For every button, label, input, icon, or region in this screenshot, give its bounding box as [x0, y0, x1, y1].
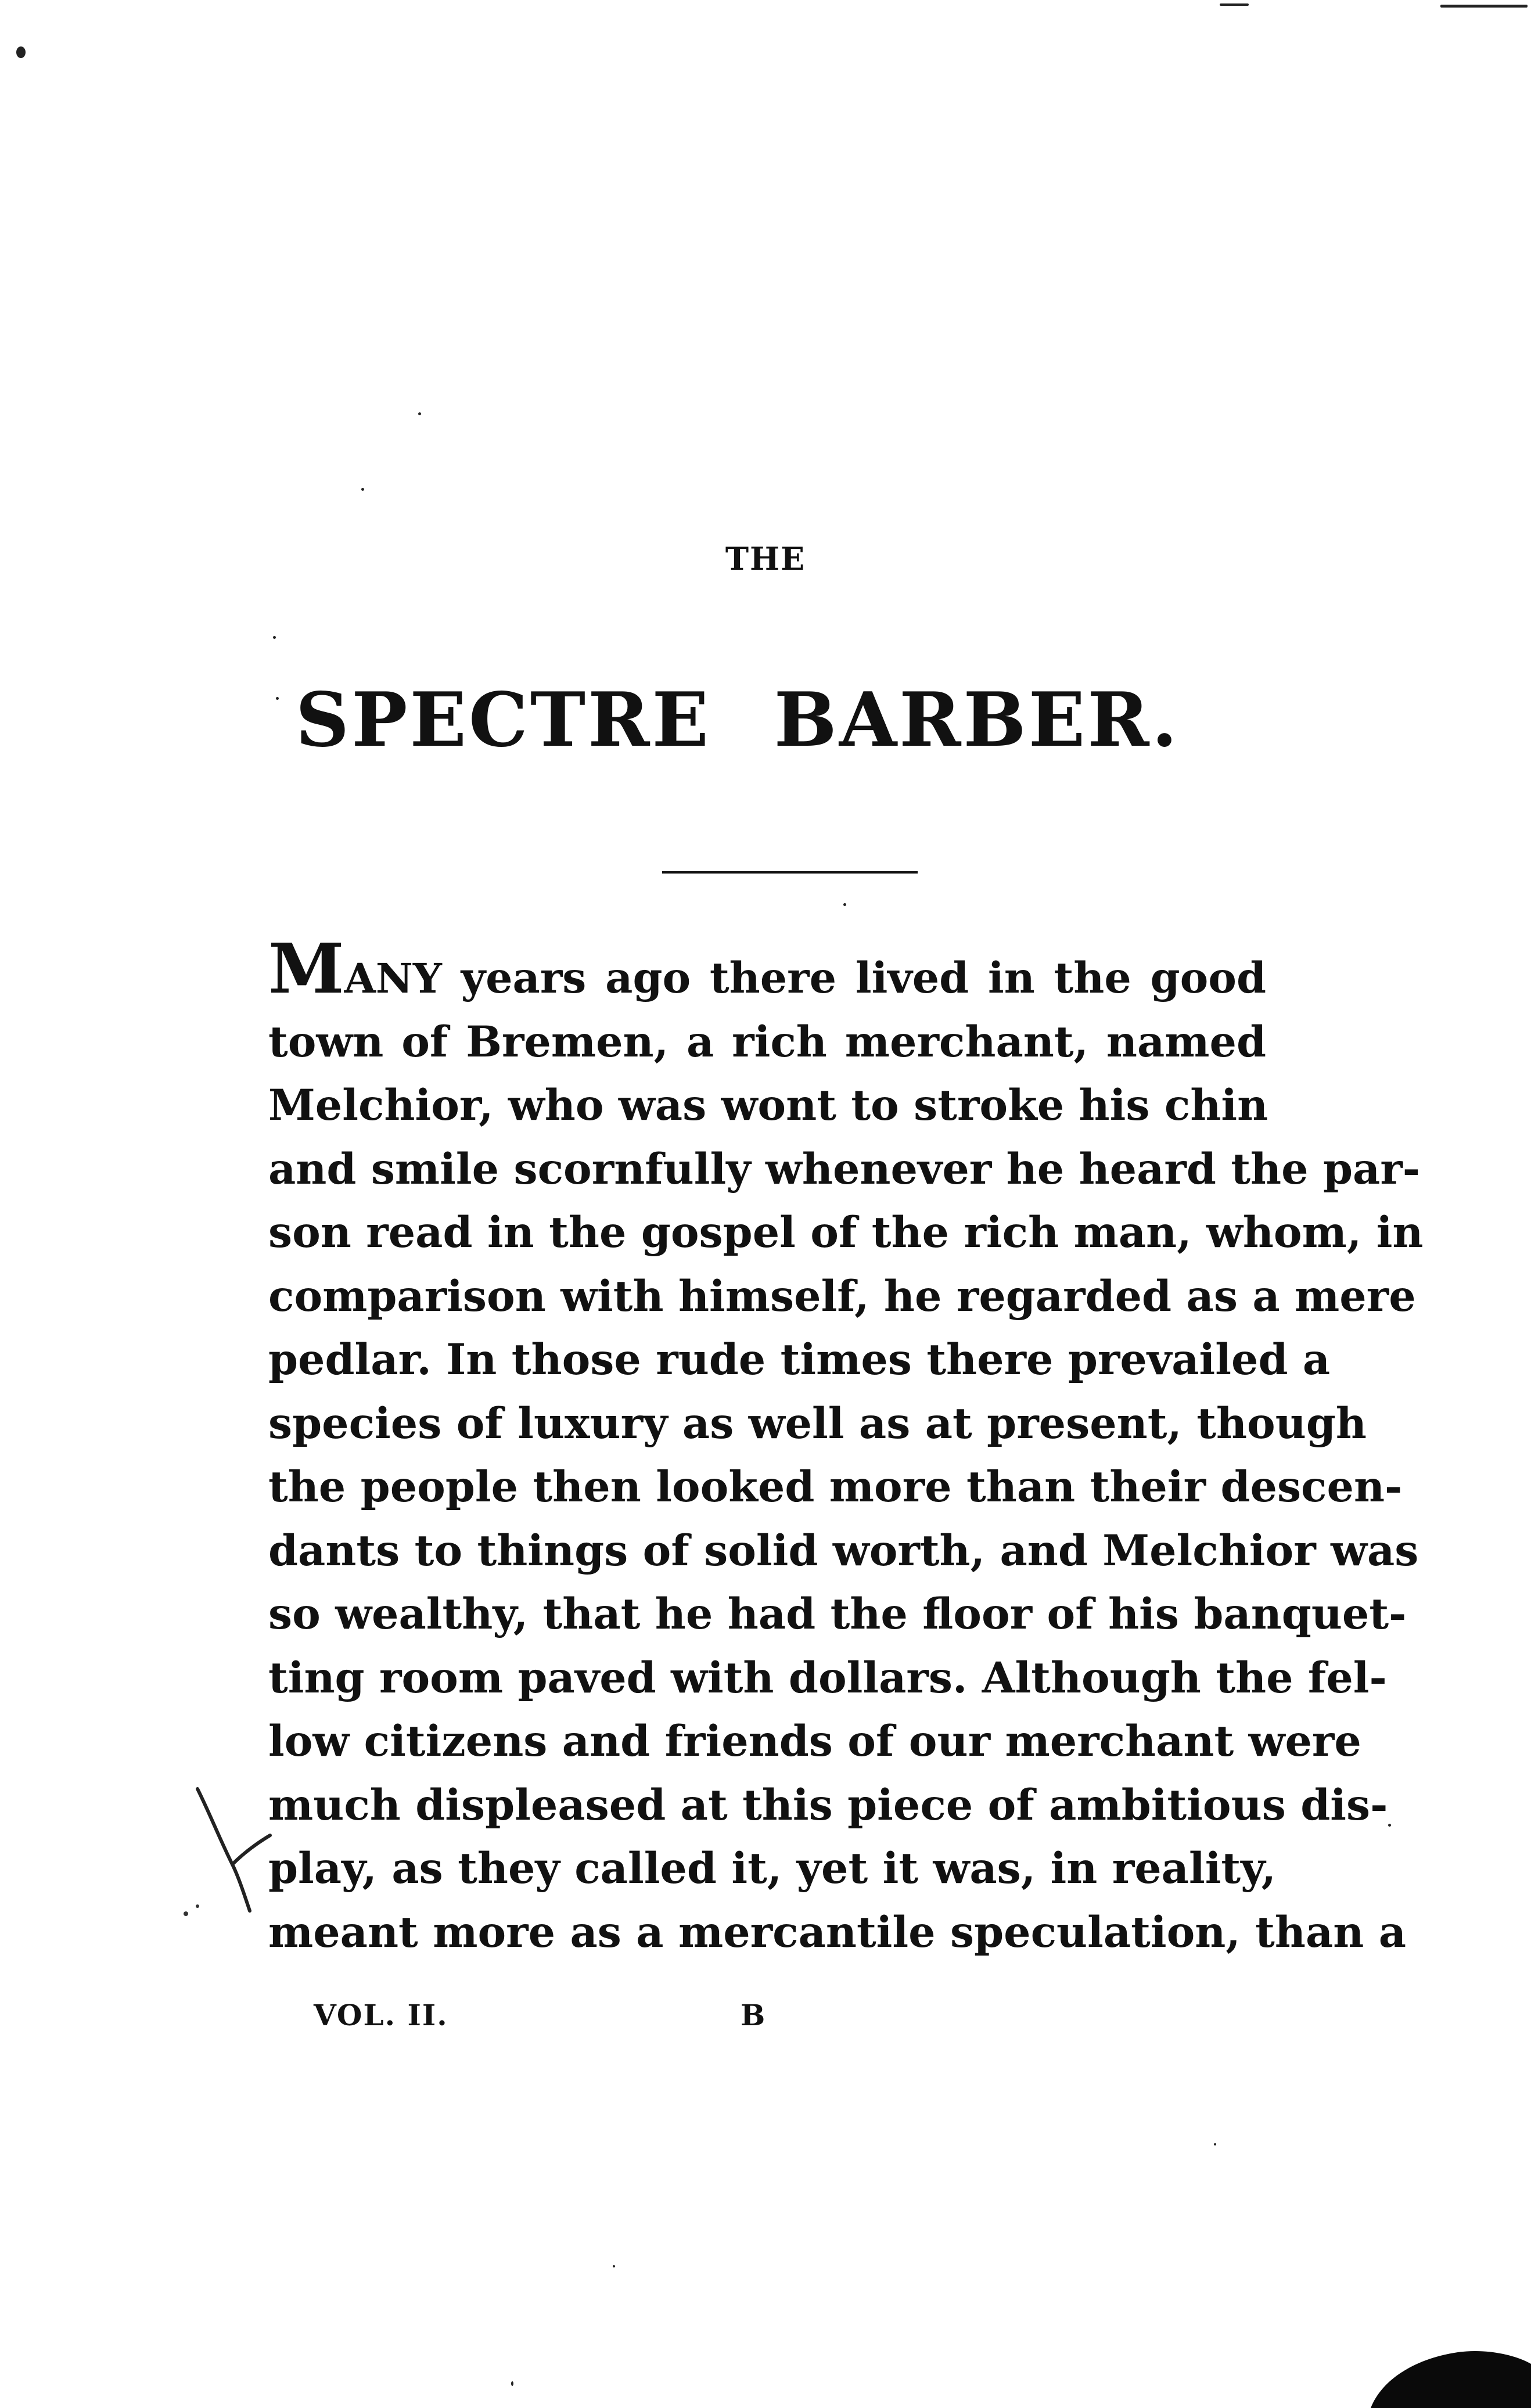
body-paragraph [268, 928, 1424, 1964]
drop-cap: M [268, 928, 344, 1009]
scan-speck [1220, 3, 1249, 6]
page-title: SPECTRE BARBER. [295, 677, 1180, 764]
handwritten-margin-mark [174, 1777, 273, 1928]
body-line: town of Bremen, a rich merchant, named [268, 1016, 1266, 1067]
body-line: Melchior, who was wont to stroke his chin [268, 1080, 1268, 1130]
scan-speck [273, 636, 276, 639]
scan-speck [1388, 1824, 1391, 1827]
title-divider [662, 871, 918, 874]
scan-speck [511, 2381, 513, 2386]
scan-speck [16, 46, 26, 58]
scan-speck [418, 412, 421, 415]
body-line: dants to things of solid worth, and Melchior was [268, 1525, 1419, 1576]
body-line: so wealthy, that he had the floor of his banquet- [268, 1589, 1407, 1639]
body-line: much displeased at this piece of ambitious dis- [268, 1780, 1388, 1830]
scan-corner-shadow [1371, 2309, 1531, 2408]
scan-speck [613, 2265, 615, 2267]
body-line: species of luxury as well as at present, though [268, 1398, 1367, 1449]
body-line: meant more as a mercantile speculation, than a [268, 1907, 1407, 1957]
body-line: comparison with himself, he regarded as a mere [268, 1271, 1416, 1321]
scan-speck [1440, 5, 1528, 8]
body-line: low citizens and friends of our merchant were [268, 1716, 1361, 1766]
body-line-text: years ago there lived in the good [441, 953, 1266, 1003]
scan-speck [1214, 2143, 1216, 2145]
body-line: play, as they called it, yet it was, in reality, [268, 1843, 1276, 1893]
scan-speck [361, 488, 364, 491]
signature-mark: B [741, 1998, 767, 2032]
volume-number: VOL. II. [314, 1998, 448, 2032]
body-line: pedlar. In those rude times there prevailed a [268, 1335, 1331, 1385]
body-line: the people then looked more than their descen- [268, 1462, 1403, 1512]
scan-speck [843, 903, 846, 906]
body-line-1 [268, 928, 1266, 1011]
body-line: ting room paved with dollars. Although the fel- [268, 1652, 1387, 1703]
body-line: son read in the gospel of the rich man, whom, in [268, 1207, 1424, 1257]
first-word-rest: ANY [344, 954, 442, 1002]
body-line: and smile scornfully whenever he heard the par- [268, 1144, 1421, 1194]
pre-title: THE [725, 540, 806, 577]
